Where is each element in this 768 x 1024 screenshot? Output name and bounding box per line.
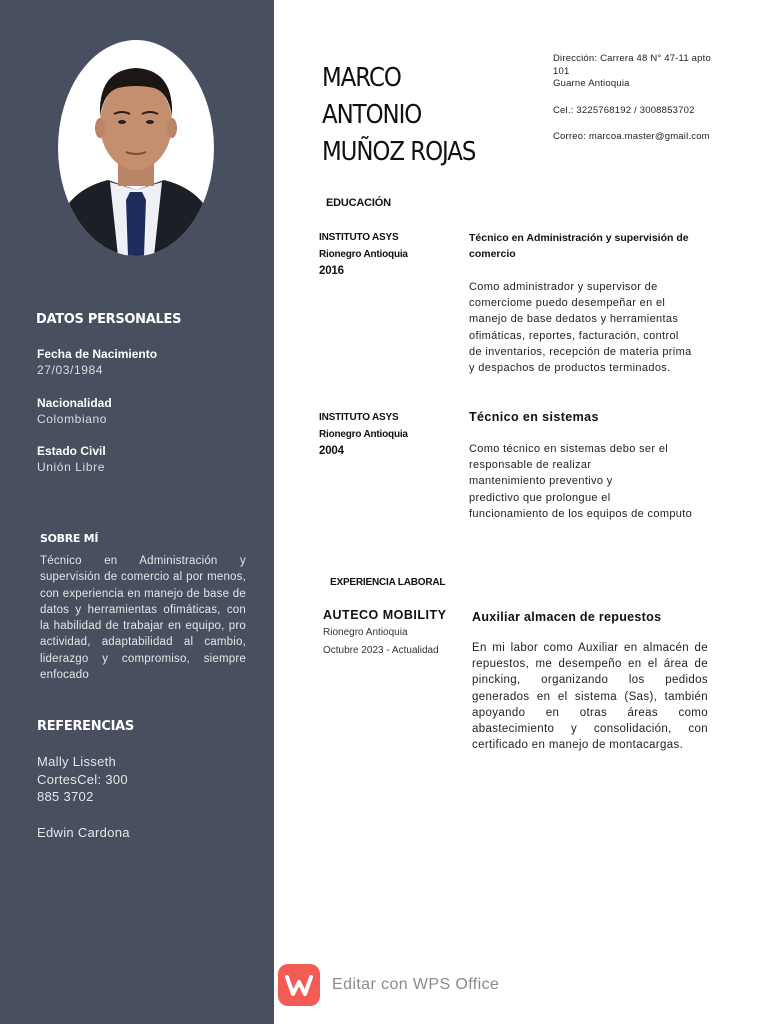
education-1-desc-line-5: de inventarios, recepción de materia prima [469,345,692,358]
sobre-mi-heading: SOBRE MÍ [40,532,99,545]
education-2-desc-line-3: mantenimiento preventivo y [469,475,613,488]
estado-civil-label: Estado Civil [37,444,106,458]
education-1-desc-line-2: comerciome puedo desempeñar en el [469,297,666,310]
education-1-title-line-1: Técnico en Administración y supervisión de [469,232,689,244]
reference-1-line-3: 885 3702 [37,789,94,804]
education-2-description [469,441,692,522]
reference-1-line-1: Mally Lisseth [37,754,117,769]
reference-1-line-2: CortesCel: 300 [37,771,128,787]
education-2-title: Técnico en sistemas [469,410,599,424]
education-1-title-line-2: comercio [469,248,516,260]
nacionalidad-value: Colombiano [37,412,108,426]
wps-office-watermark[interactable] [278,964,538,1008]
experience-position: Auxiliar almacen de repuestos [472,610,662,624]
fecha-nacimiento-value: 27/03/1984 [37,363,104,377]
education-1-institution: INSTITUTO ASYS [319,232,399,243]
education-2-year: 2004 [319,445,344,457]
education-heading: EDUCACIÓN [326,197,391,209]
education-1-desc-line-6: y despachos de productos terminados. [469,362,671,375]
experience-period: Octubre 2023 - Actualidad [323,645,439,656]
name-line-1: MARCO ANTONIO [322,63,422,130]
sidebar [0,0,274,1024]
address-line-1: Dirección: Carrera 48 N° 47-11 apto [553,53,711,64]
fecha-nacimiento-label: Fecha de Nacimiento [37,347,158,361]
experience-heading: EXPERIENCIA LABORAL [330,577,446,588]
reference-1 [37,753,128,806]
education-2-desc-line-2: responsable de realizar [469,459,592,472]
experience-description: En mi labor como Auxiliar en almacén de repuestos, me desempeño en el área de pincking, organizando los pedidos generados en el sistema (Sas), también apoyando en otras áreas como abastecimiento y consolidación, con certificado en manejo de montacargas. [472,642,708,752]
education-1-desc-line-1: Como administrador y supervisor de [469,281,658,293]
education-1-year: 2016 [319,265,344,277]
wps-logo-icon [278,964,320,1006]
nacionalidad-label: Nacionalidad [37,396,112,410]
education-1-title [469,230,689,262]
datos-personales-heading: DATOS PERSONALES [36,312,182,327]
education-2-location: Rionegro Antioquia [319,428,408,440]
full-name [322,60,498,171]
sobre-mi-text: Técnico en Administración y supervisión de comercio al por menos, con experiencia en manejo de base de datos y herramientas ofimáticas, con la habilidad de trabajar en equipo, pro actividad, adaptabilidad al cambio, liderazgo y compromiso, siempre enfocado [40,555,246,682]
phone: Cel.: 3225768192 / 3008853702 [553,105,695,116]
estado-civil-value: Unión Libre [37,460,105,474]
experience-company: AUTECO MOBILITY [323,608,447,622]
profile-photo [58,40,214,256]
reference-2: Edwin Cardona [37,825,130,840]
name-line-2: MUÑOZ ROJAS [322,137,476,167]
education-1-desc-line-3: manejo de base dedatos y herramientas [469,313,679,326]
experience-location: Rionegro Antioquia [323,627,408,638]
education-2-desc-line-1: Como técnico en sistemas debo ser el [469,443,669,455]
education-1-desc-line-4: ofimáticas, reportes, facturación, control [469,329,679,342]
address-line-3: Guarne Antioquia [553,78,630,89]
education-2-institution: INSTITUTO ASYS [319,412,399,423]
referencias-heading: REFERENCIAS [37,719,134,734]
education-2-desc-line-5: funcionamiento de los equipos de computo [469,507,693,520]
education-2-desc-line-4: predictivo que prolongue el [469,491,611,504]
education-1-location: Rionegro Antioquia [319,248,408,260]
email: Correo: marcoa.master@gmail.com [553,131,710,142]
education-2-institution-block [319,410,408,460]
address-line-2: 101 [553,65,570,77]
education-1-description [469,279,692,376]
wps-edit-text: Editar con WPS Office [332,976,500,993]
education-1-institution-block [319,230,408,280]
address [553,53,743,91]
